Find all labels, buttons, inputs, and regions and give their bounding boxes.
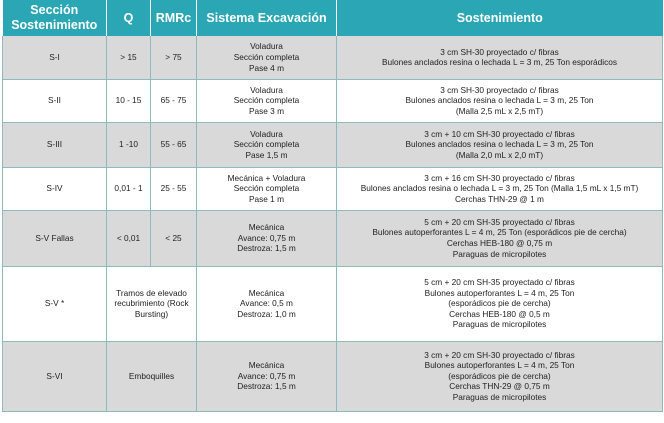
cell-sistema: Voladura Sección completa Pase 4 m: [197, 36, 337, 79]
cell-rmrc: 25 - 55: [151, 167, 197, 210]
cell-sostenimiento: 5 cm + 20 cm SH-35 proyectado c/ fibras Bulones autoperforantes L = 4 m, 25 Ton (esporádicos pie de cercha) Cerchas HEB-180 @ 0,5 m Paraguas de micropilotes: [337, 266, 663, 341]
cell-sistema: Voladura Sección completa Pase 3 m: [197, 79, 337, 122]
cell-sistema: Voladura Sección completa Pase 1,5 m: [197, 122, 337, 167]
header-sostenimiento: Sostenimiento: [337, 0, 663, 36]
cell-q-merged: Tramos de elevado recubrimiento (Rock Bursting): [107, 266, 197, 341]
header-row: [3, 0, 663, 36]
table-row: [3, 341, 663, 411]
cell-rmrc: 65 - 75: [151, 79, 197, 122]
cell-sostenimiento: 3 cm + 16 cm SH-30 proyectado c/ fibras Bulones anclados resina o lechada L = 3 m, 25 Ton (Malla 1,5 mL x 1,5 mT) Cerchas THN-29 @ 1 m: [337, 167, 663, 210]
cell-rmrc: < 25: [151, 210, 197, 266]
cell-seccion: S-III: [3, 122, 107, 167]
cell-seccion: S-I: [3, 36, 107, 79]
cell-q: 1 -10: [107, 122, 151, 167]
cell-sostenimiento: 3 cm + 10 cm SH-30 proyectado c/ fibras Bulones anclados resina o lechada L = 3 m, 25 Ton (Malla 2,0 mL x 2,0 mT): [337, 122, 663, 167]
cell-q: 10 - 15: [107, 79, 151, 122]
table-row: [3, 79, 663, 122]
cell-sostenimiento: 3 cm SH-30 proyectado c/ fibras Bulones anclados resina o lechada L = 3 m, 25 Ton esporádicos: [337, 36, 663, 79]
cell-q: > 15: [107, 36, 151, 79]
cell-sistema: Mecánica Avance: 0,5 m Destroza: 1,0 m: [197, 266, 337, 341]
cell-rmrc: 55 - 65: [151, 122, 197, 167]
header-seccion: Sección Sostenimiento: [3, 0, 107, 36]
header-rmrc: RMRc: [151, 0, 197, 36]
table-row: [3, 167, 663, 210]
table-row: [3, 122, 663, 167]
header-q: Q: [107, 0, 151, 36]
table-row: [3, 266, 663, 341]
cell-sostenimiento: 5 cm + 20 cm SH-35 proyectado c/ fibras Bulones autoperforantes L = 4 m, 25 Ton (esporádicos pie de cercha) Cerchas HEB-180 @ 0,75 m Paraguas de micropilotes: [337, 210, 663, 266]
cell-seccion: S-II: [3, 79, 107, 122]
cell-sistema: Mecánica Avance: 0,75 m Destroza: 1,5 m: [197, 210, 337, 266]
cell-sostenimiento: 3 cm + 20 cm SH-30 proyectado c/ fibras Bulones autoperforantes L = 4 m, 25 Ton (esporádicos pie de cercha) Cerchas THN-29 @ 0,75 m Paraguas de micropilotes: [337, 341, 663, 411]
table-row: [3, 210, 663, 266]
cell-sistema: Mecánica + Voladura Sección completa Pase 1 m: [197, 167, 337, 210]
support-table: [2, 0, 663, 412]
cell-rmrc: > 75: [151, 36, 197, 79]
cell-seccion: S-IV: [3, 167, 107, 210]
cell-q-merged: Emboquilles: [107, 341, 197, 411]
table-row: [3, 36, 663, 79]
cell-seccion: S-V *: [3, 266, 107, 341]
cell-q: < 0,01: [107, 210, 151, 266]
header-sistema: Sistema Excavación: [197, 0, 337, 36]
cell-sostenimiento: 3 cm SH-30 proyectado c/ fibras Bulones anclados resina o lechada L = 3 m, 25 Ton (Malla 2,5 mL x 2,5 mT): [337, 79, 663, 122]
cell-seccion: S-VI: [3, 341, 107, 411]
cell-q: 0,01 - 1: [107, 167, 151, 210]
cell-sistema: Mecánica Avance: 0,75 m Destroza: 1,5 m: [197, 341, 337, 411]
cell-seccion: S-V Fallas: [3, 210, 107, 266]
